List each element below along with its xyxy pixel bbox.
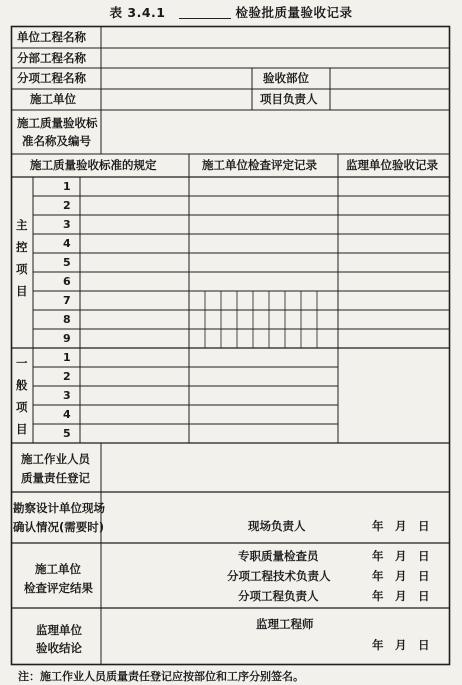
general-item-number: 4 <box>63 408 71 421</box>
supervising-engineer-label: 监理工程师 <box>256 617 314 631</box>
main-item-number: 3 <box>63 218 71 231</box>
survey-design-line2: 确认情况(需要时) <box>13 520 105 534</box>
general-items-label-char-3: 项 <box>16 400 28 414</box>
main-item-number: 7 <box>63 294 71 307</box>
construction-result-line1: 施工单位 <box>35 562 81 576</box>
worker-registration-line2: 质量责任登记 <box>21 471 90 485</box>
main-item-number: 4 <box>63 237 71 250</box>
main-item-number: 1 <box>63 180 71 193</box>
standard-name-label-line2: 准名称及编号 <box>22 134 91 148</box>
general-item-number: 5 <box>63 427 71 440</box>
general-item-number: 2 <box>63 370 71 383</box>
main-items-label-char-2: 控 <box>16 240 28 254</box>
subitem-project-label: 分项工程名称 <box>17 71 86 85</box>
table-name: 检验批质量验收记录 <box>235 5 353 20</box>
main-item-number: 9 <box>63 332 71 345</box>
main-item-number: 2 <box>63 199 71 212</box>
subitem-lead-date: 年 月 日 <box>372 589 430 603</box>
worker-registration-line1: 施工作业人员 <box>21 452 90 466</box>
main-item-number: 5 <box>63 256 71 269</box>
main-items-label-char-3: 项 <box>16 262 28 276</box>
standard-name-label-line1: 施工质量验收标 <box>17 116 98 130</box>
table-number: 表 3.4.1 <box>109 5 166 20</box>
technical-lead-label: 分项工程技术负责人 <box>227 569 331 583</box>
supervision-date: 年 月 日 <box>372 638 430 652</box>
site-leader-label: 现场负责人 <box>248 519 306 533</box>
general-item-number: 1 <box>63 351 71 364</box>
survey-date: 年 月 日 <box>372 519 430 533</box>
general-items-label-char-2: 般 <box>16 378 28 392</box>
construction-result-line2: 检查评定结果 <box>24 581 93 595</box>
main-items-label-char-4: 目 <box>16 284 28 298</box>
inspector-date: 年 月 日 <box>372 549 430 563</box>
supervision-conclusion-line2: 验收结论 <box>36 641 82 655</box>
acceptance-part-label: 验收部位 <box>263 71 309 85</box>
survey-design-line1: 勘察设计单位现场 <box>13 501 105 515</box>
supervision-conclusion-line1: 监理单位 <box>36 623 82 637</box>
quality-inspector-label: 专职质量检查员 <box>238 549 319 563</box>
column-construction-check: 施工单位检查评定记录 <box>202 158 317 172</box>
main-item-number: 8 <box>63 313 71 326</box>
column-standard-rules: 施工质量验收标准的规定 <box>30 158 157 172</box>
main-item-number: 6 <box>63 275 71 288</box>
construction-unit-label: 施工单位 <box>30 92 76 106</box>
general-item-number: 3 <box>63 389 71 402</box>
general-items-label-char-4: 目 <box>16 422 28 436</box>
subitem-lead-label: 分项工程负责人 <box>238 589 319 603</box>
sub-project-label: 分部工程名称 <box>17 51 86 65</box>
tech-lead-date: 年 月 日 <box>372 569 430 583</box>
main-items-label-char-1: 主 <box>16 218 28 232</box>
unit-project-label: 单位工程名称 <box>17 30 86 44</box>
column-supervision-record: 监理单位验收记录 <box>346 158 438 172</box>
footnote: 注：施工作业人员质量责任登记应按部位和工序分别签名。 <box>18 670 304 683</box>
project-leader-label: 项目负责人 <box>260 92 318 106</box>
general-items-label-char-1: 一 <box>16 356 28 370</box>
